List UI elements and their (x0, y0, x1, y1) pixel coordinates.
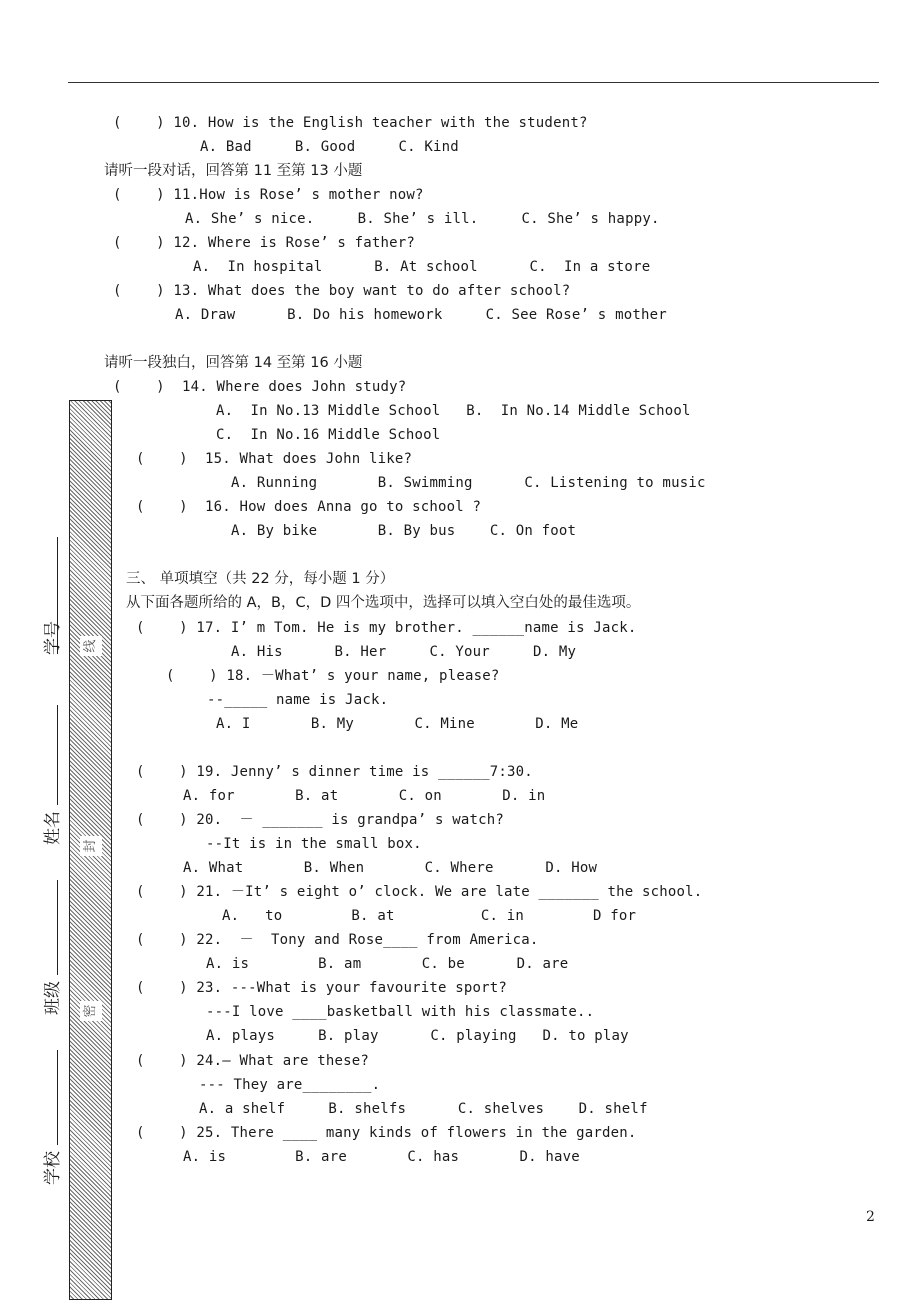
binding-char: 密 (80, 1001, 102, 1021)
exam-line: A. Bad B. Good C. Kind (200, 139, 459, 155)
exam-line: A. Running B. Swimming C. Listening to music (231, 475, 706, 491)
name-line (57, 705, 58, 805)
exam-line: ( ) 15. What does John like? (136, 451, 413, 467)
page-number: 2 (866, 1209, 875, 1225)
exam-line: ( ) 17. I’ m Tom. He is my brother. ______name is Jack. (136, 620, 637, 636)
exam-line: 请听一段独白，回答第 14 至第 16 小题 (104, 355, 363, 371)
binding-char: 线 (80, 636, 102, 656)
header-rule (68, 82, 879, 83)
school-line (57, 1050, 58, 1145)
exam-line: ( ) 12. Where is Rose’ s father? (113, 235, 416, 251)
exam-line: A. She’ s nice. B. She’ s ill. C. She’ s happy. (185, 211, 660, 227)
exam-line: ( ) 21. －It’ s eight o’ clock. We are late _______ the school. (136, 884, 703, 900)
exam-line: --- They are________. (199, 1077, 381, 1093)
exam-line: ( ) 10. How is the English teacher with the student? (113, 115, 588, 131)
info-label: 姓名 (43, 811, 63, 845)
exam-line: A. In No.13 Middle School B. In No.14 Middle School (216, 403, 691, 419)
exam-line: ( ) 14. Where does John study? (113, 379, 407, 395)
exam-line: ( ) 13. What does the boy want to do after school? (113, 283, 571, 299)
exam-line: A. By bike B. By bus C. On foot (231, 523, 577, 539)
exam-line: A. Draw B. Do his homework C. See Rose’ s mother (175, 307, 667, 323)
exam-line: 三、 单项填空（共 22 分，每小题 1 分） (126, 571, 395, 587)
exam-line: A. for B. at C. on D. in (183, 788, 546, 804)
exam-line: C. In No.16 Middle School (216, 427, 441, 443)
exam-line: ( ) 20. － _______ is grandpa’ s watch? (136, 812, 504, 828)
exam-line: ---I love ____basketball with his classmate.. (206, 1004, 595, 1020)
exam-line: ( ) 24.— What are these? (136, 1053, 369, 1069)
exam-line: --_____ name is Jack. (207, 692, 389, 708)
info-label: 学校 (43, 1151, 63, 1185)
exam-line: A. plays B. play C. playing D. to play (206, 1028, 629, 1044)
exam-line: ( ) 19. Jenny’ s dinner time is ______7:30. (136, 764, 533, 780)
exam-line: A. His B. Her C. Your D. My (231, 644, 577, 660)
exam-line: ( ) 23. ---What is your favourite sport? (136, 980, 508, 996)
exam-line: ( ) 25. There ____ many kinds of flowers in the garden. (136, 1125, 637, 1141)
info-label: 学号 (43, 621, 63, 655)
class-line (57, 880, 58, 975)
exam-line: A. is B. are C. has D. have (183, 1149, 580, 1165)
exam-line: ( ) 11.How is Rose’ s mother now? (113, 187, 424, 203)
exam-line: 从下面各题所给的 A，B，C，D 四个选项中，选择可以填入空白处的最佳选项。 (126, 595, 641, 611)
exam-line: ( ) 18. －What’ s your name, please? (166, 668, 500, 684)
info-label: 班级 (43, 981, 63, 1015)
exam-line: A. I B. My C. Mine D. Me (216, 716, 579, 732)
exam-line: A. In hospital B. At school C. In a store (193, 259, 651, 275)
exam-line: A. to B. at C. in D for (222, 908, 637, 924)
exam-line: ( ) 22. － Tony and Rose____ from America. (136, 932, 539, 948)
exam-line: --It is in the small box. (206, 836, 422, 852)
exam-line: A. a shelf B. shelfs C. shelves D. shelf (199, 1101, 648, 1117)
exam-line: ( ) 16. How does Anna go to school ? (136, 499, 482, 515)
exam-line: A. is B. am C. be D. are (206, 956, 569, 972)
exam-line: A. What B. When C. Where D. How (183, 860, 598, 876)
exam-line: 请听一段对话，回答第 11 至第 13 小题 (104, 163, 363, 179)
binding-char: 封 (80, 836, 102, 856)
